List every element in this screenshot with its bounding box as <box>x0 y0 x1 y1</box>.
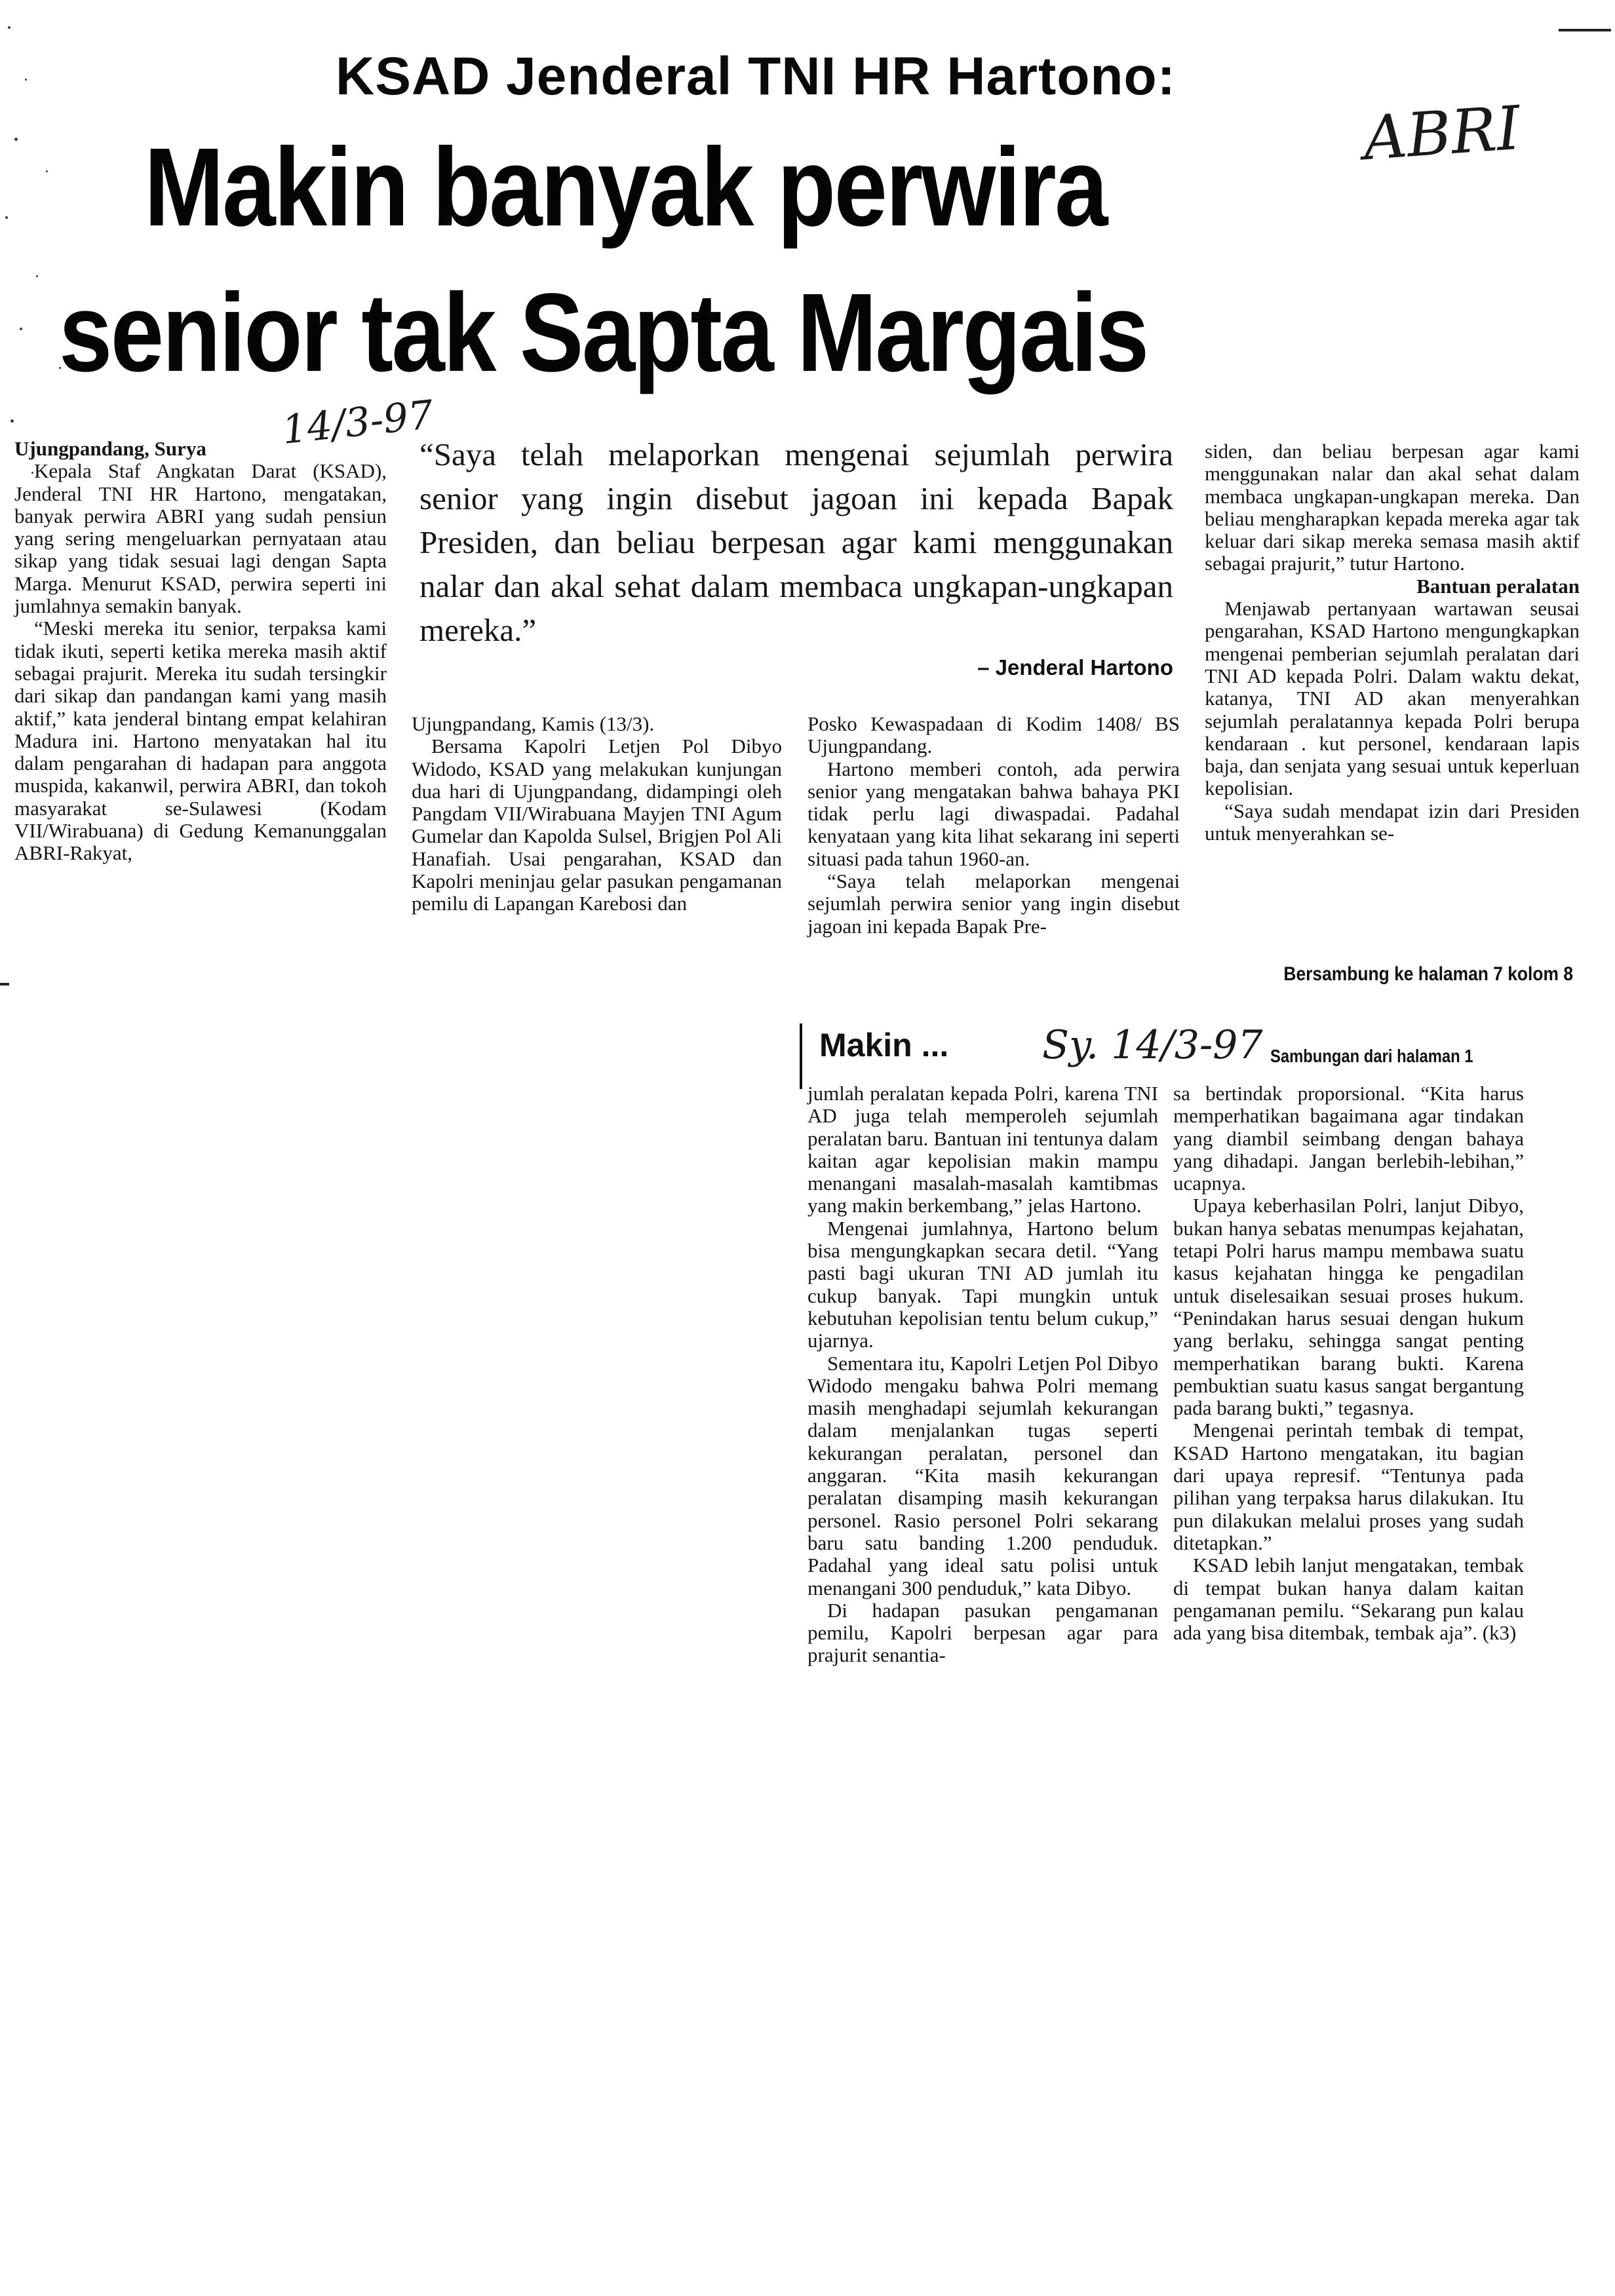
continuation-column-b <box>1173 1082 1524 1644</box>
paragraph: Sementara itu, Kapolri Letjen Pol Dibyo Widodo mengaku bahwa Polri memang masih menghadapi sejumlah kekurangan dalam menjalankan tugas seperti kekurangan peralatan, personel dan anggaran. “Kita masih kekurangan peralatan disamping masih kekurangan personel. Rasio personel Polri sekarang baru satu banding 1.200 penduduk. Padahal yang ideal satu polisi untuk menangani 300 penduduk,” kata Dibyo. <box>808 1351 1158 1599</box>
paragraph: “Saya telah melaporkan mengenai sejumlah perwira senior yang ingin disebut jagoan ini kepada Bapak Pre- <box>808 870 1180 938</box>
handwritten-continuation-date: Sy. 14/3-97 <box>1042 1022 1263 1068</box>
left-margin-mark <box>0 983 9 985</box>
paragraph: Di hadapan pasukan pengamanan pemilu, Kapolri berpesan agar para prajurit senantia- <box>808 1598 1158 1667</box>
paragraph: Mengenai perintah tembak di tempat, KSAD Hartono mengatakan, itu bagian dari upaya represif. “Tentunya pada pilihan yang terpaksa harus dilakukan. Itu pun dilakukan melalui proses yang sudah ditetapkan.” <box>1173 1419 1524 1554</box>
continuation-rule-vertical <box>800 1024 802 1089</box>
headline-line-1: Makin banyak perwira <box>144 125 1106 250</box>
article-column-2 <box>412 713 782 915</box>
pull-quote: “Saya telah melaporkan mengenai sejumlah perwira senior yang ingin disebut jagoan ini kepada Bapak Presiden, dan beliau berpesan agar kami menggunakan nalar dan akal sehat dalam membaca ungkapan-ungkapan mereka.” <box>419 436 1173 648</box>
paragraph: Menjawab pertanyaan wartawan seusai pengarahan, KSAD Hartono mengungkapkan mengenai pemberian sejumlah peralatan dari TNI AD kepada Polri. Dalam waktu dekat, katanya, TNI AD akan menyerahkan sejumlah peralatannya kepada Polri berupa kendaraan . kut personel, kendaraan lapis baja, dan senjata yang sesuai untuk keperluan kepolisian. <box>1205 597 1580 800</box>
article-column-3 <box>808 713 1180 938</box>
headline <box>59 125 1573 406</box>
paragraph: jumlah peralatan kepada Polri, karena TNI AD juga telah memperoleh sejumlah peralatan baru. Bantuan ini tentunya dalam kaitan agar kepolisian makin mampu menangani masalah-masalah kamtibmas yang makin berkembang,” jelas Hartono. <box>808 1082 1158 1217</box>
handwritten-note-abri: ABRI <box>1361 92 1523 174</box>
paragraph: siden, dan beliau berpesan agar kami menggunakan nalar dan akal sehat dalam membaca ungkapan-ungkapan mereka. Dan beliau mengharapkan kepada mereka agar tak keluar dari sikap mereka semasa masih aktif sebagai prajurit,” tutur Hartono. <box>1205 440 1580 575</box>
kicker: KSAD Jenderal TNI HR Hartono: <box>336 47 1176 106</box>
top-rule <box>1559 29 1611 31</box>
continuation-subtitle: Sambungan dari halaman 1 <box>1270 1046 1473 1066</box>
continuation-title: Makin ... <box>819 1027 949 1063</box>
continued-note: Bersambung ke halaman 7 kolom 8 <box>1283 963 1573 985</box>
article-column-4 <box>1205 440 1580 845</box>
paragraph: Posko Kewaspadaan di Kodim 1408/ BS Ujungpandang. <box>808 712 1180 758</box>
subheading: Bantuan peralatan <box>1416 574 1580 598</box>
paragraph: Mengenai jumlahnya, Hartono belum bisa mengungkapkan secara detil. “Yang pasti bagi ukuran TNI AD jumlah itu cukup banyak. Tapi mungkin untuk kebutuhan kepolisian tentu belum cukup,” ujarnya. <box>808 1216 1158 1352</box>
quote-attribution: – Jenderal Hartono <box>977 655 1173 679</box>
paragraph: “Saya sudah mendapat izin dari Presiden untuk menyerahkan se- <box>1205 799 1580 845</box>
paragraph: Hartono memberi contoh, ada perwira senior yang mengatakan bahwa bahaya PKI tidak perlu lagi diwaspadai. Padahal kenyataan yang kita lihat sekarang ini seperti situasi pada tahun 1960-an. <box>808 757 1180 870</box>
handwritten-date: 14/3-97 <box>279 392 436 453</box>
paragraph: KSAD lebih lanjut mengatakan, tembak di tempat bukan hanya dalam kaitan pengamanan pemilu. “Sekarang pun kalau ada yang bisa ditembak, tembak aja”. (k3) <box>1173 1554 1524 1645</box>
paragraph: sa bertindak proporsional. “Kita harus memperhatikan bagaimana agar tindakan yang diambil seimbang dengan bahaya yang dihadapi. Jangan berlebih-lebihan,” ucapnya. <box>1173 1082 1524 1195</box>
headline-line-2: senior tak Sapta Margais <box>59 271 1148 395</box>
dateline: Ujungpandang, Surya <box>14 437 206 460</box>
paragraph: Bersama Kapolri Letjen Pol Dibyo Widodo, KSAD yang melakukan kunjungan dua hari di Ujungpandang, didampingi oleh Pangdam VII/Wirabuana Mayjen TNI Agum Gumelar dan Kapolda Sulsel, Brigjen Pol Ali Hanafiah. Usai pengarahan, KSAD dan Kapolri meninjau gelar pasukan pengamanan pemilu di Lapangan Karebosi dan <box>412 735 782 915</box>
continuation-column-a <box>808 1082 1158 1667</box>
article-column-1 <box>14 438 387 865</box>
paragraph: “Meski mereka itu senior, terpaksa kami tidak ikuti, seperti ketika mereka masih aktif sebagai prajurit. Mereka itu sudah tersingkir dari sikap dan pandangan kami yang masih aktif,” kata jenderal bintang empat kelahiran Madura ini. Hartono menyatakan hal itu dalam pengarahan di hadapan para anggota muspida, kakanwil, perwira ABRI, dan tokoh masyarakat se-Sulawesi (Kodam VII/Wirabuana) di Gedung Kemanunggalan ABRI-Rakyat, <box>14 617 387 865</box>
paragraph: Upaya keberhasilan Polri, lanjut Dibyo, bukan hanya sebatas menumpas kejahatan, tetapi Polri harus mampu membawa suatu kasus kejahatan hingga ke pengadilan untuk diselesaikan sesuai proses hukum. “Penindakan harus sesuai dengan hukum yang berlaku, sehingga sangat penting memperhatikan barang bukti. Karena pembuktian suatu kasus sangat bergantung pada barang bukti,” tegasnya. <box>1173 1194 1524 1420</box>
paragraph: Ujungpandang, Kamis (13/3). <box>412 712 655 735</box>
paragraph: Kepala Staf Angkatan Darat (KSAD), Jenderal TNI HR Hartono, mengatakan, banyak perwira ABRI yang sudah pensiun yang sering mengeluarkan pernyataan atau sikap yang tidak sesuai lagi dengan Sapta Marga. Menurut KSAD, perwira seperti ini jumlahnya semakin banyak. <box>14 459 387 618</box>
